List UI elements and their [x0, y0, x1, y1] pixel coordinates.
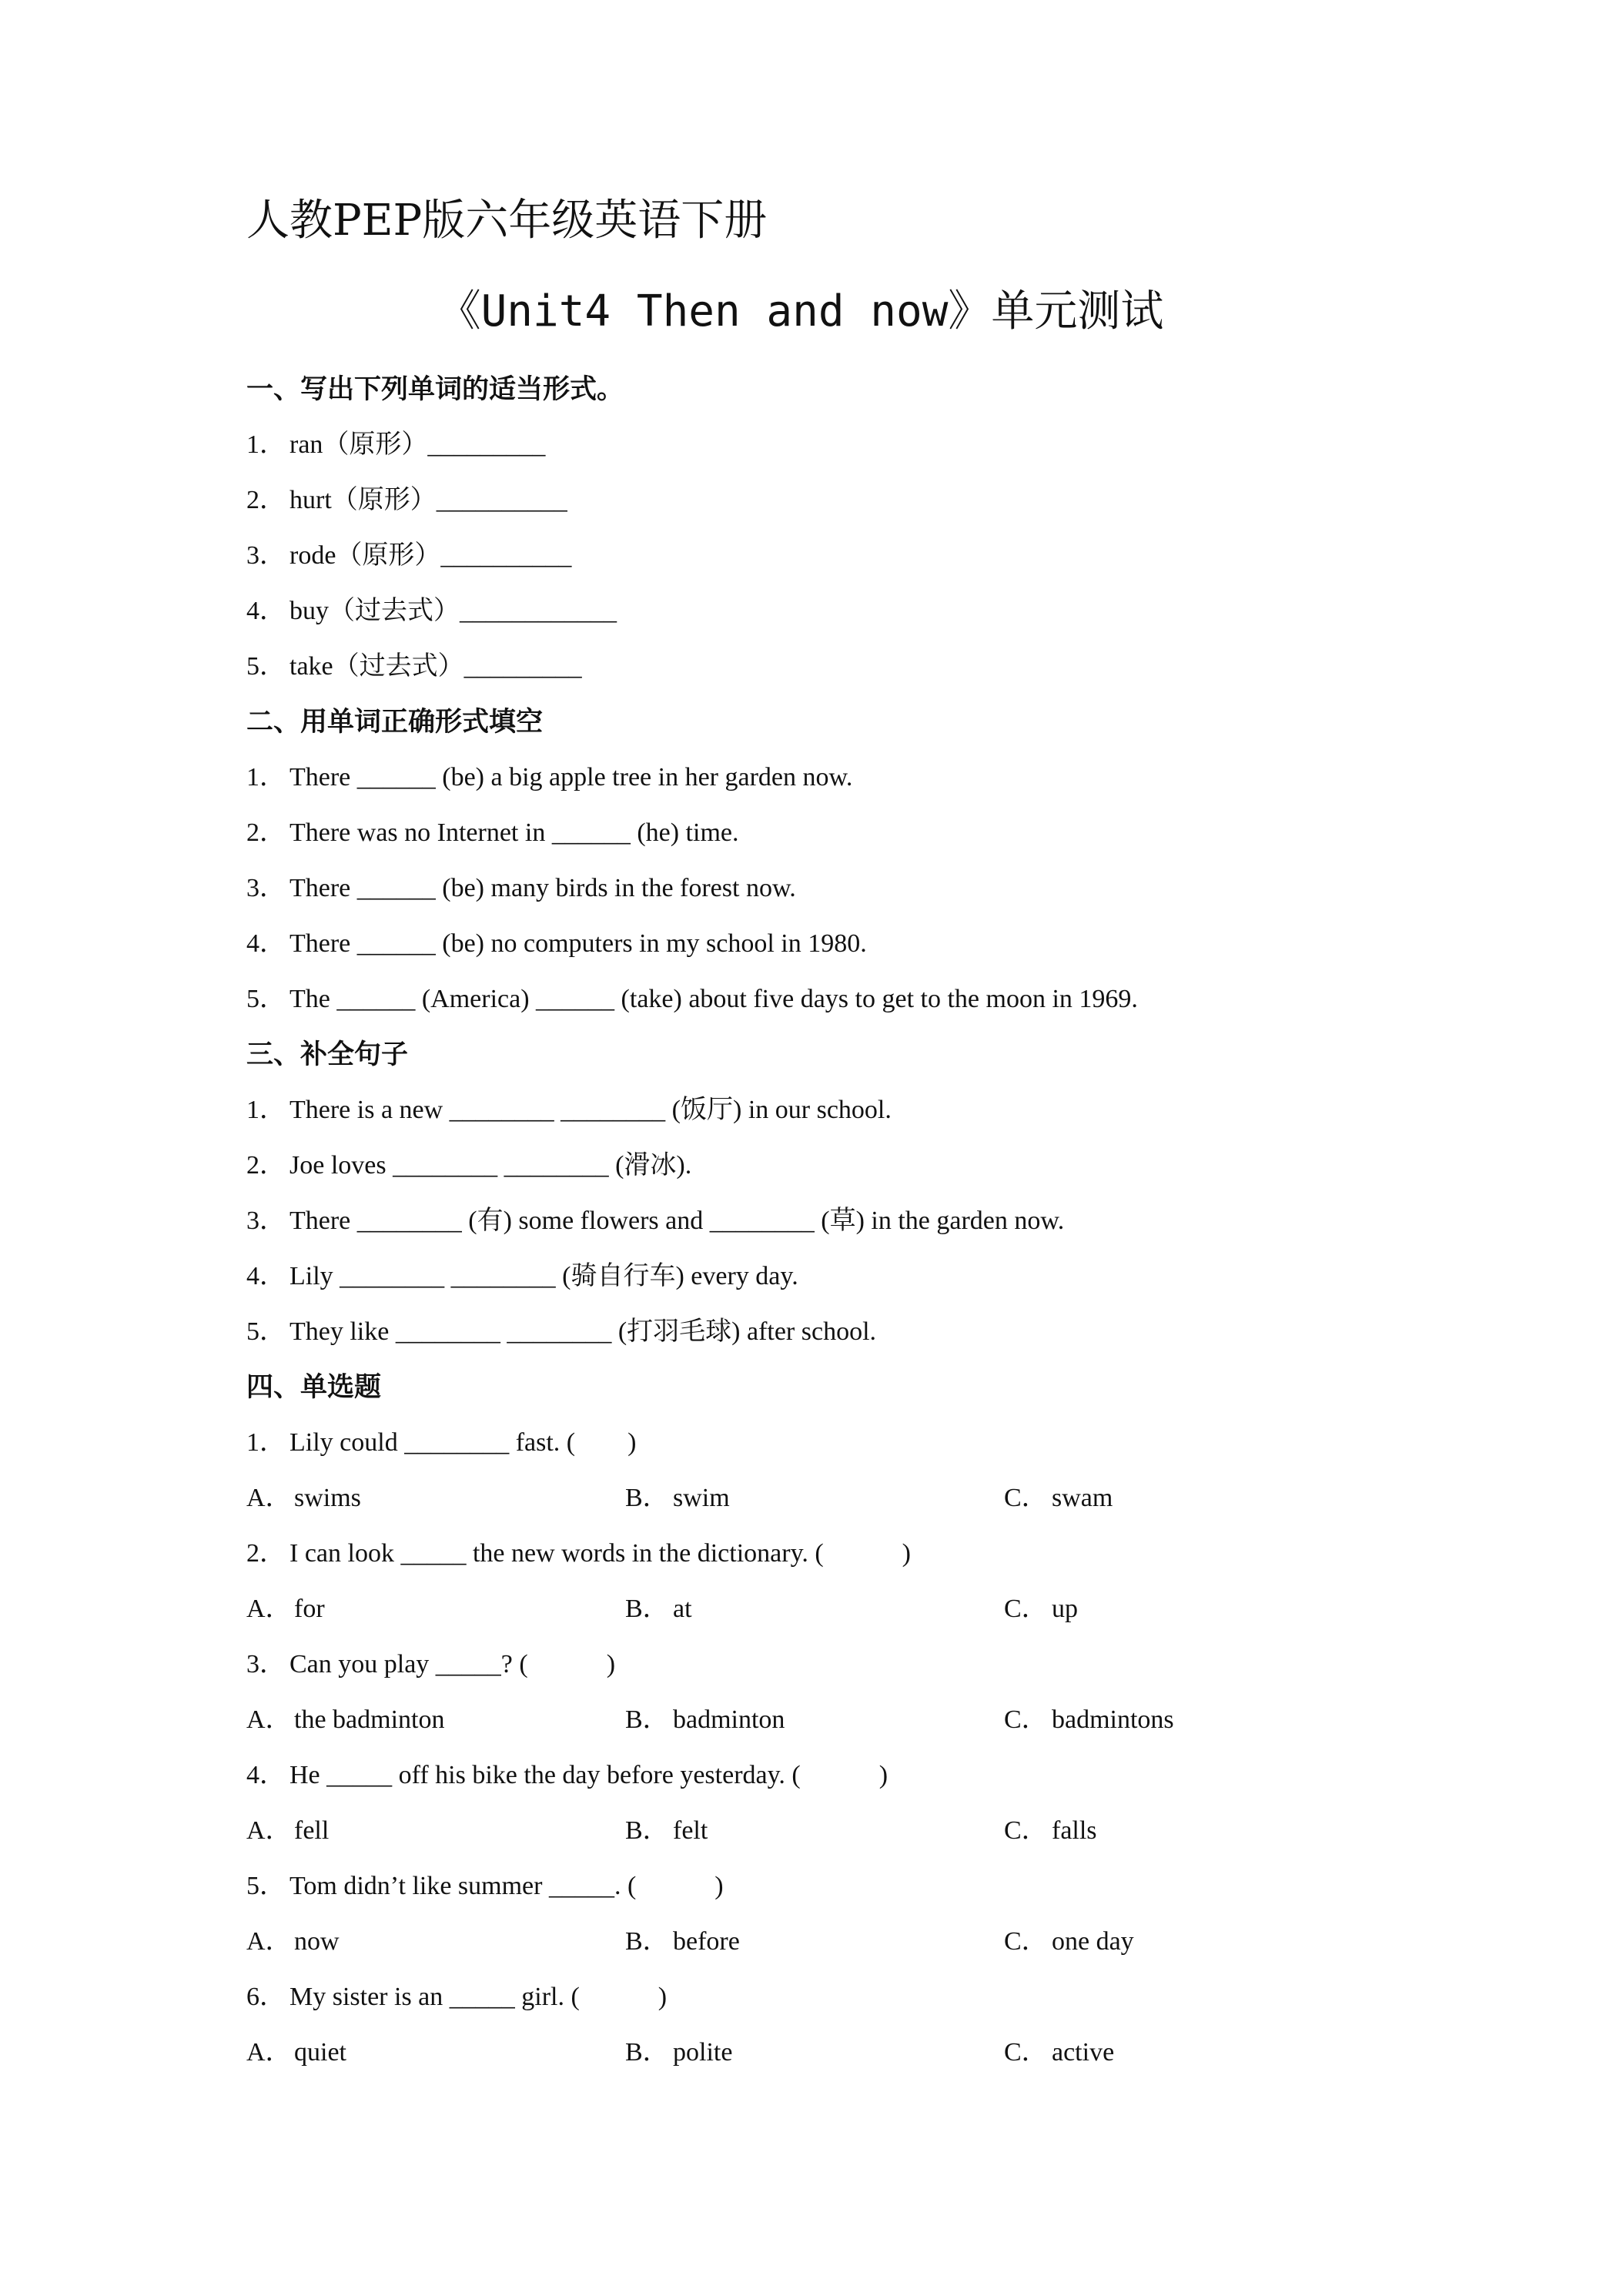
mc-question [246, 1754, 888, 1797]
mc-options-row [246, 2031, 1401, 2074]
item-number: 4． [246, 1262, 286, 1290]
option-text: quiet [294, 2038, 346, 2067]
mc-question [246, 1976, 667, 2019]
option-b [625, 1699, 785, 1742]
item-number: 3． [246, 874, 286, 902]
question-number: 3． [246, 1650, 286, 1678]
option-a [246, 1588, 325, 1631]
s3-item [246, 1200, 1064, 1243]
mc-options-row [246, 1920, 1401, 1963]
item-number: 2． [246, 486, 286, 514]
item-text: They like ________ ________ (打羽毛球) after school. [289, 1317, 877, 1346]
item-number: 2． [246, 1151, 286, 1180]
option-label: C． [1004, 2038, 1048, 2067]
section-2-heading: 二、用单词正确形式填空 [246, 707, 544, 737]
question-text: He _____ off his bike the day before yesterday. ( ) [289, 1761, 888, 1789]
option-text: for [294, 1595, 325, 1623]
option-label: B． [625, 1484, 669, 1512]
item-text: hurt（原形）__________ [289, 486, 567, 514]
option-label: B． [625, 2038, 669, 2067]
option-a [246, 2031, 346, 2074]
item-text: The ______ (America) ______ (take) about five days to get to the moon in 1969. [289, 985, 1138, 1013]
section-1-heading: 一、写出下列单词的适当形式。 [246, 374, 624, 404]
item-text: Lily ________ ________ (骑自行车) every day. [289, 1262, 798, 1290]
option-b [625, 2031, 732, 2074]
option-text: swim [673, 1484, 730, 1512]
option-label: A． [246, 1595, 292, 1623]
mc-options-row [246, 1588, 1401, 1631]
option-text: badminton [673, 1705, 785, 1734]
item-text: There was no Internet in ______ (he) time. [289, 818, 739, 847]
mc-question [246, 1865, 724, 1908]
item-number: 1． [246, 1096, 286, 1124]
s3-item [246, 1310, 876, 1354]
item-text: There ______ (be) a big apple tree in her garden now. [289, 763, 853, 792]
option-c [1004, 1809, 1097, 1853]
item-text: ran（原形）_________ [289, 430, 546, 459]
option-label: B． [625, 1816, 669, 1845]
question-text: Tom didn’t like summer _____. ( ) [289, 1872, 724, 1900]
option-b [625, 1809, 708, 1853]
section-4-heading: 四、单选题 [246, 1372, 382, 1402]
mc-question [246, 1643, 615, 1686]
option-text: the badminton [294, 1705, 445, 1734]
mc-options-row [246, 1809, 1401, 1853]
option-text: polite [673, 2038, 733, 2067]
s1-item [246, 590, 617, 633]
item-text: take（过去式）_________ [289, 652, 582, 681]
option-c [1004, 1920, 1134, 1963]
mc-options-row [246, 1699, 1401, 1742]
item-text: buy（过去式）____________ [289, 597, 617, 625]
option-text: falls [1052, 1816, 1097, 1845]
item-number: 2． [246, 818, 286, 847]
item-text: rode（原形）__________ [289, 541, 572, 570]
option-text: one day [1052, 1927, 1134, 1956]
s1-item [246, 423, 545, 467]
s2-item [246, 812, 738, 855]
option-a [246, 1699, 444, 1742]
option-c [1004, 2031, 1114, 2074]
s2-item [246, 756, 852, 799]
option-text: swam [1052, 1484, 1113, 1512]
item-text: Joe loves ________ ________ (滑冰). [289, 1151, 692, 1180]
option-a [246, 1920, 340, 1963]
section-3-heading: 三、补全句子 [246, 1039, 409, 1069]
option-text: felt [673, 1816, 708, 1845]
item-number: 3． [246, 1207, 286, 1235]
option-label: B． [625, 1705, 669, 1734]
item-number: 5． [246, 1317, 286, 1346]
item-number: 1． [246, 763, 286, 792]
item-text: There is a new ________ ________ (饭厅) in our school. [289, 1096, 892, 1124]
option-label: C． [1004, 1705, 1048, 1734]
s2-item [246, 978, 1138, 1021]
item-text: There ______ (be) many birds in the forest now. [289, 874, 796, 902]
option-label: C． [1004, 1484, 1048, 1512]
question-text: Lily could ________ fast. ( ) [289, 1428, 637, 1457]
option-c [1004, 1588, 1078, 1631]
question-text: My sister is an _____ girl. ( ) [289, 1983, 668, 2011]
item-text: There ______ (be) no computers in my school in 1980. [289, 929, 867, 958]
s1-item [246, 479, 567, 522]
option-b [625, 1477, 730, 1520]
page-subtitle: 《Unit4 Then and now》单元测试 [437, 286, 1164, 336]
mc-question [246, 1421, 636, 1464]
s1-item [246, 645, 582, 688]
item-number: 4． [246, 929, 286, 958]
option-label: B． [625, 1927, 669, 1956]
option-c [1004, 1477, 1113, 1520]
mc-options-row [246, 1477, 1401, 1520]
item-number: 5． [246, 985, 286, 1013]
question-text: Can you play _____? ( ) [289, 1650, 616, 1678]
s2-item [246, 867, 796, 910]
option-text: now [294, 1927, 340, 1956]
item-number: 3． [246, 541, 286, 570]
mc-question [246, 1532, 911, 1575]
option-a [246, 1477, 361, 1520]
s3-item [246, 1144, 691, 1187]
option-b [625, 1588, 692, 1631]
option-label: A． [246, 1705, 292, 1734]
option-label: C． [1004, 1816, 1048, 1845]
option-c [1004, 1699, 1174, 1742]
s1-item [246, 534, 571, 577]
question-number: 2． [246, 1539, 286, 1568]
item-text: There ________ (有) some flowers and ________ (草) in the garden now. [289, 1207, 1065, 1235]
option-text: before [673, 1927, 740, 1956]
option-text: active [1052, 2038, 1115, 2067]
option-text: fell [294, 1816, 330, 1845]
option-text: at [673, 1595, 692, 1623]
option-label: C． [1004, 1595, 1048, 1623]
option-label: A． [246, 1927, 292, 1956]
item-number: 4． [246, 597, 286, 625]
option-b [625, 1920, 740, 1963]
option-text: up [1052, 1595, 1078, 1623]
s3-item [246, 1089, 892, 1132]
question-number: 4． [246, 1761, 286, 1789]
option-label: A． [246, 1816, 292, 1845]
worksheet-page [246, 0, 1555, 2296]
question-number: 1． [246, 1428, 286, 1457]
option-a [246, 1809, 329, 1853]
question-number: 5． [246, 1872, 286, 1900]
item-number: 5． [246, 652, 286, 681]
option-label: A． [246, 2038, 292, 2067]
option-text: swims [294, 1484, 361, 1512]
option-label: C． [1004, 1927, 1048, 1956]
item-number: 1． [246, 430, 286, 459]
option-text: badmintons [1052, 1705, 1174, 1734]
s2-item [246, 922, 867, 966]
s3-item [246, 1255, 798, 1298]
page-title: 人教PEP版六年级英语下册 [246, 196, 768, 246]
question-text: I can look _____ the new words in the dictionary. ( ) [289, 1539, 912, 1568]
option-label: B． [625, 1595, 669, 1623]
option-label: A． [246, 1484, 292, 1512]
question-number: 6． [246, 1983, 286, 2011]
